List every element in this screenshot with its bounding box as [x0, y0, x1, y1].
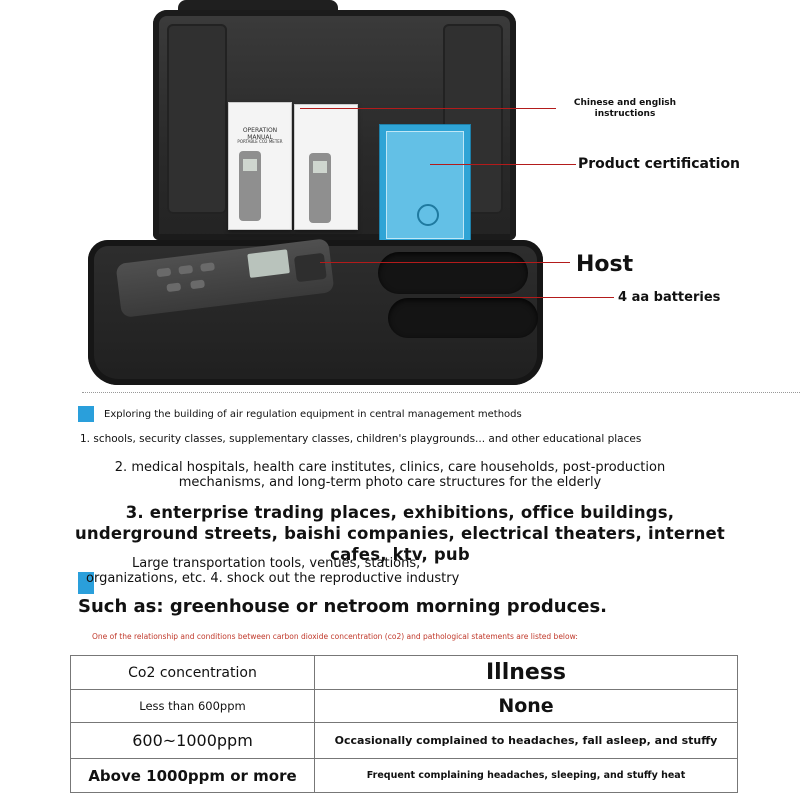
blue-square-icon [78, 406, 94, 422]
header-co2: Co2 concentration [71, 656, 315, 690]
table-row [71, 759, 738, 793]
cell-concentration: Above 1000ppm or more [71, 759, 315, 793]
cell-concentration: Less than 600ppm [71, 690, 315, 723]
meter-screen [247, 249, 290, 278]
meter-button [156, 268, 171, 278]
list-item-2: 2. medical hospitals, health care institutes, clinics, care households, post-production mechanisms, and long-term photo care structures for the elderly [114, 460, 666, 490]
cell-concentration: 600~1000ppm [71, 723, 315, 759]
cell-illness: None [315, 690, 738, 723]
section-heading: Exploring the building of air regulation equipment in central management methods [104, 409, 522, 420]
meter-sensor-tip [294, 253, 327, 282]
manual-title: OPERATION MANUAL [242, 127, 278, 141]
certificate-seal-icon [417, 204, 439, 226]
co2-illness-table [70, 655, 738, 793]
section-divider [82, 392, 800, 393]
meter-button [190, 280, 205, 290]
meter-image [309, 153, 331, 223]
list-item-5: Such as: greenhouse or netroom morning produces. [78, 596, 608, 617]
callout-host: Host [576, 252, 634, 277]
manual-subtitle: PORTABLE CO2 METER [237, 139, 283, 144]
lid-rib-left [167, 24, 227, 214]
meter-button [178, 265, 193, 275]
callout-certification: Product certification [578, 156, 741, 172]
callout-instructions: Chinese and english instructions [573, 98, 677, 119]
list-item-1: 1. schools, security classes, supplementary classes, children's playgrounds... and other educational places [80, 433, 642, 445]
product-photo [0, 0, 800, 390]
table-row [71, 690, 738, 723]
manual-english [228, 102, 292, 230]
cell-illness: Occasionally complained to headaches, fall asleep, and stuffy [315, 723, 738, 759]
meter-button [166, 282, 181, 292]
list-item-4-line2: organizations, etc. 4. shock out the reproductive industry [86, 571, 460, 586]
product-certificate [379, 124, 471, 246]
battery-cavity-bottom [388, 298, 538, 338]
meter-button [200, 262, 215, 272]
table-row [71, 723, 738, 759]
manual-chinese [294, 104, 358, 230]
callout-batteries: 4 aa batteries [618, 290, 721, 305]
callout-line-host [320, 262, 570, 263]
list-item-4-line1: Large transportation tools, venues, stations, [132, 556, 421, 571]
cell-illness: Frequent complaining headaches, sleeping, and stuffy heat [315, 759, 738, 793]
callout-line-certification [430, 164, 576, 165]
header-illness: Illness [315, 656, 738, 690]
callout-line-batteries [460, 297, 614, 298]
list-item-3: 3. enterprise trading places, exhibitions, office buildings, underground streets, baishi companies, electrical theaters, internet cafes, ktv, pub [74, 503, 726, 564]
callout-line-instructions [300, 108, 556, 109]
certificate-inner [386, 131, 464, 239]
meter-image [239, 151, 261, 221]
table-header-row [71, 656, 738, 690]
battery-cavity-top [378, 252, 528, 294]
table-caption: One of the relationship and conditions between carbon dioxide concentration (co2) and pathological statements are listed below: [92, 632, 578, 641]
